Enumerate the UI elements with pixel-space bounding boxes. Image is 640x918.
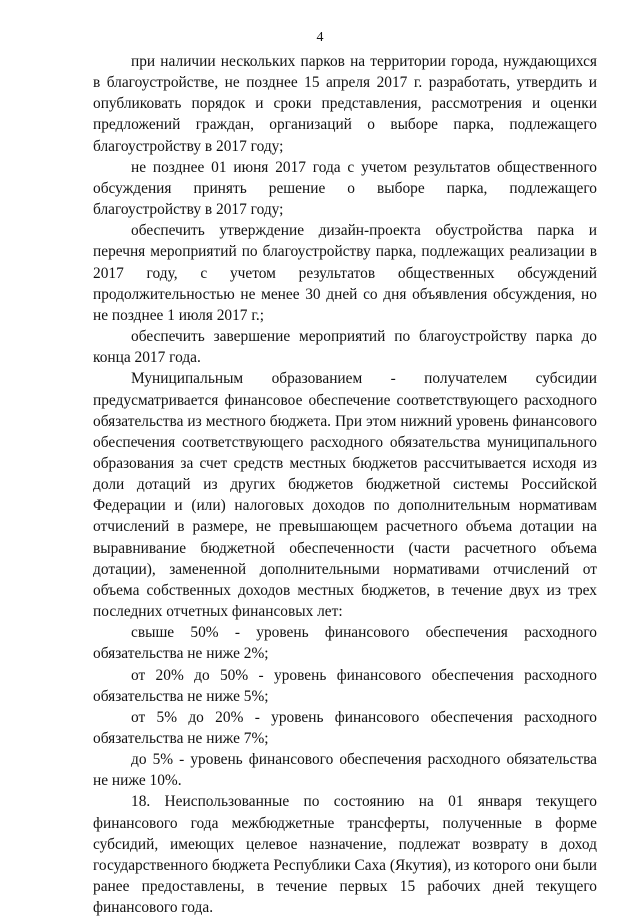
paragraph-park-decision: не позднее 01 июня 2017 года с учетом результатов общественного обсуждения принять решение о выборе парка, подлежащего благоустройству в 2017 году; bbox=[93, 158, 597, 219]
document-body bbox=[93, 51, 597, 918]
paragraph-park-procedure: при наличии нескольких парков на территории города, нуждающихся в благоустройстве, не позднее 15 апреля 2017 г. разработать, утвердить и опубликовать порядок и сроки представления, рассмотрения и оценки предложений граждан, организаций о выборе парка, подлежащего благоустройству в 2017 году; bbox=[93, 53, 597, 155]
paragraph-level-20-50: от 20% до 50% - уровень финансового обеспечения расходного обязательства не ниже 5%; bbox=[93, 666, 597, 705]
paragraph-financing: Муниципальным образованием - получателем субсидии предусматривается финансовое обеспечение соответствующего расходного обязательства из местного бюджета. При этом нижний уровень финансового обеспечения соответствующего расходного обязательства муниципального образования за счет средств местных бюджетов рассчитывается исходя из доли дотаций из других бюджетов бюджетной системы Российской Федерации и (или) налоговых доходов по дополнительным нормативам отчислений в размере, не превышающем расчетного объема дотации на выравнивание бюджетной обеспеченности (части расчетного объема дотации), замененной дополнительными нормативами отчислений от объема собственных доходов местных бюджетов, в течение двух из трех последних отчетных финансовых лет: bbox=[93, 370, 597, 621]
paragraph-level-under-5: до 5% - уровень финансового обеспечения расходного обязательства не ниже 10%. bbox=[93, 751, 597, 790]
paragraph-design-project: обеспечить утверждение дизайн-проекта обустройства парка и перечня мероприятий по благоустройству парка, подлежащих реализации в 2017 году, с учетом результатов общественных обсуждений продолжительностью не менее 30 дней со дня объявления обсуждения, но не позднее 1 июля 2017 г.; bbox=[93, 222, 597, 324]
page-number: 4 bbox=[316, 30, 324, 45]
paragraph-level-over-50: свыше 50% - уровень финансового обеспечения расходного обязательства не ниже 2%; bbox=[93, 624, 597, 663]
paragraph-level-5-20: от 5% до 20% - уровень финансового обеспечения расходного обязательства не ниже 7%; bbox=[93, 708, 597, 747]
paragraph-18-unused-transfers: 18. Неиспользованные по состоянию на 01 января текущего финансового года межбюджетные трансферты, полученные в форме субсидий, имеющих целевое назначение, подлежат возврату в доход государственного бюджета Республики Саха (Якутия), из которого они были ранее предоставлены, в течение первых 15 рабочих дней текущего финансового года. bbox=[93, 793, 597, 917]
paragraph-completion: обеспечить завершение мероприятий по благоустройству парка до конца 2017 года. bbox=[93, 328, 597, 367]
